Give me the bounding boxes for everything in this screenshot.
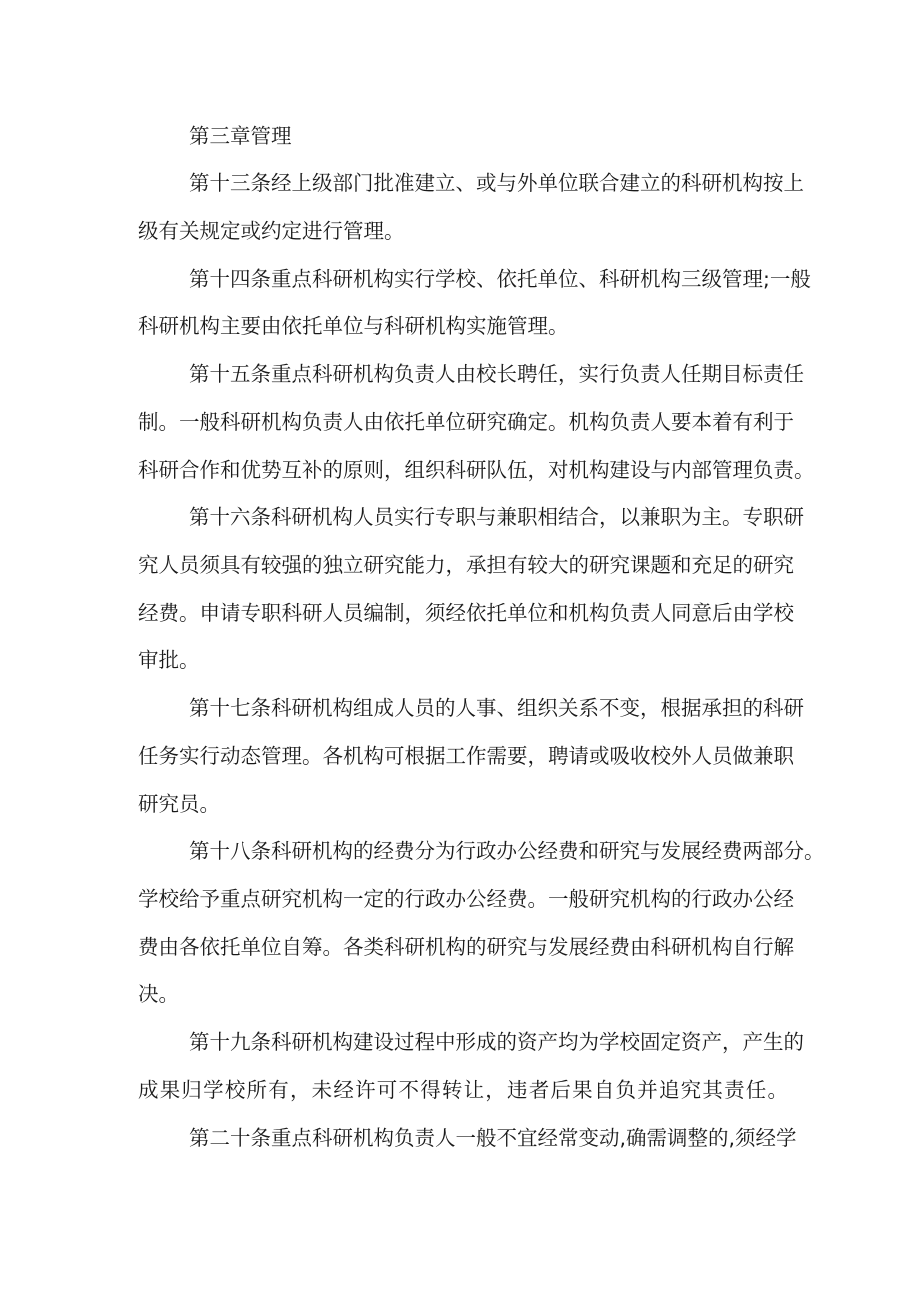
article-18-line-1: 第十八条科研机构的经费分为行政办公经费和研究与发展经费两部分。 <box>189 839 825 863</box>
article-15-line-3: 科研合作和优势互补的原则，组织科研队伍，对机构建设与内部管理负责。 <box>138 458 815 482</box>
article-14-line-1: 第十四条重点科研机构实行学校、依托单位、科研机构三级管理;一般 <box>189 267 811 291</box>
article-18-line-2: 学校给予重点研究机构一定的行政办公经费。一般研究机构的行政办公经 <box>138 887 794 911</box>
article-19-line-2: 成果归学校所有，未经许可不得转让，违者后果自负并追究其责任。 <box>138 1078 788 1102</box>
article-16-line-1: 第十六条科研机构人员实行专职与兼职相结合，以兼职为主。专职研 <box>189 505 804 529</box>
article-16-line-2: 究人员须具有较强的独立研究能力，承担有较大的研究课题和充足的研究 <box>138 553 794 577</box>
article-17-line-1: 第十七条科研机构组成人员的人事、组织关系不变，根据承担的科研 <box>189 696 804 720</box>
article-17-line-3: 研究员。 <box>138 792 220 816</box>
article-13-line-2: 级有关规定或约定进行管理。 <box>138 219 405 243</box>
article-18-line-4: 决。 <box>138 982 179 1006</box>
chapter-title: 第三章管理 <box>189 124 292 148</box>
article-15-line-2: 制。一般科研机构负责人由依托单位研究确定。机构负责人要本着有利于 <box>138 410 794 434</box>
article-13-line-1: 第十三条经上级部门批准建立、或与外单位联合建立的科研机构按上 <box>189 171 804 195</box>
article-15-line-1: 第十五条重点科研机构负责人由校长聘任，实行负责人任期目标责任 <box>189 362 804 386</box>
article-14-line-2: 科研机构主要由依托单位与科研机构实施管理。 <box>138 314 569 338</box>
article-16-line-3: 经费。申请专职科研人员编制，须经依托单位和机构负责人同意后由学校 <box>138 601 794 625</box>
article-16-line-4: 审批。 <box>138 648 200 672</box>
article-20-line-1: 第二十条重点科研机构负责人一般不宜经常变动,确需调整的,须经学 <box>189 1126 797 1150</box>
article-18-line-3: 费由各依托单位自筹。各类科研机构的研究与发展经费由科研机构自行解 <box>138 935 794 959</box>
article-19-line-1: 第十九条科研机构建设过程中形成的资产均为学校固定资产，产生的 <box>189 1030 804 1054</box>
article-17-line-2: 任务实行动态管理。各机构可根据工作需要，聘请或吸收校外人员做兼职 <box>138 744 794 768</box>
